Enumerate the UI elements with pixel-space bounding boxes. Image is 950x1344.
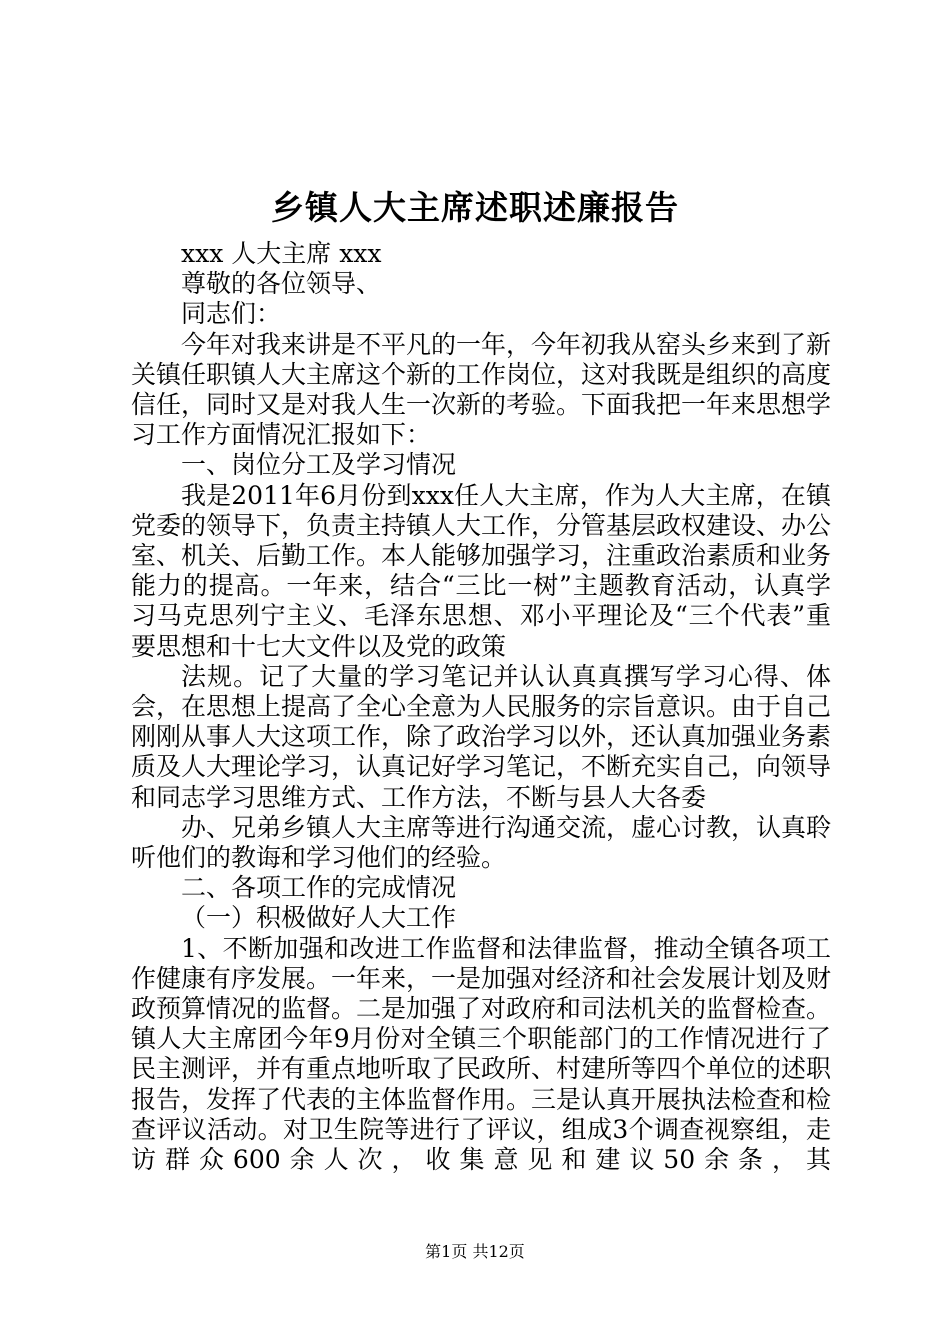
section-heading: 一、岗位分工及学习情况 bbox=[181, 450, 457, 480]
author-line: xxx 人大主席 xxx bbox=[181, 239, 382, 268]
section-heading: 二、各项工作的完成情况 bbox=[181, 873, 457, 903]
body-paragraph: 办、兄弟乡镇人大主席等进行沟通交流，虚心讨教，认真聆听他们的教诲和学习他们的经验。 bbox=[131, 812, 832, 873]
document-title: 乡镇人大主席述职述廉报告 bbox=[271, 188, 679, 227]
body-paragraph: 今年对我来讲是不平凡的一年，今年初我从窑头乡来到了新关镇任职镇人大主席这个新的工作岗位，这对我既是组织的高度信任，同时又是对我人生一次新的考验。下面我把一年来思想学习工作方面情况汇报如下： bbox=[131, 329, 832, 450]
body-paragraph: 我是2011年6月份到xxx任人大主席，作为人大主席，在镇党委的领导下，负责主持镇人大工作，分管基层政权建设、办公室、机关、后勤工作。本人能够加强学习，注重政治素质和业务能力的提高。一年来，结合“三比一树”主题教育活动，认真学习马克思列宁主义、毛泽东思想、邓小平理论及“三个代表”重要思想和十七大文件以及党的政策 bbox=[131, 480, 832, 661]
greeting-line: 同志们： bbox=[181, 299, 282, 329]
document-body bbox=[131, 239, 831, 1175]
page-footer: 第1页 共12页 bbox=[425, 1242, 525, 1261]
greeting-line: 尊敬的各位领导、 bbox=[181, 269, 382, 299]
body-paragraph: 法规。记了大量的学习笔记并认认真真撰写学习心得、体会，在思想上提高了全心全意为人民服务的宗旨意识。由于自己刚刚从事人大这项工作，除了政治学习以外，还认真加强业务素质及人大理论学习，认真记好学习笔记，不断充实自己，向领导和同志学习思维方式、工作方法，不断与县人大各委 bbox=[131, 661, 832, 812]
subsection-heading: （一）积极做好人大工作 bbox=[181, 903, 457, 933]
body-paragraph: 1、不断加强和改进工作监督和法律监督，推动全镇各项工作健康有序发展。一年来，一是加强对经济和社会发展计划及财政预算情况的监督。二是加强了对政府和司法机关的监督检查。镇人大主席团今年9月份对全镇三个职能部门的工作情况进行了民主测评，并有重点地听取了民政所、村建所等四个单位的述职报告，发挥了代表的主体监督作用。三是认真开展执法检查和检查评议活动。对卫生院等进行了评议，组成3个调查视察组，走访群众600余人次，收集意见和建议50余条，其 bbox=[131, 933, 832, 1175]
